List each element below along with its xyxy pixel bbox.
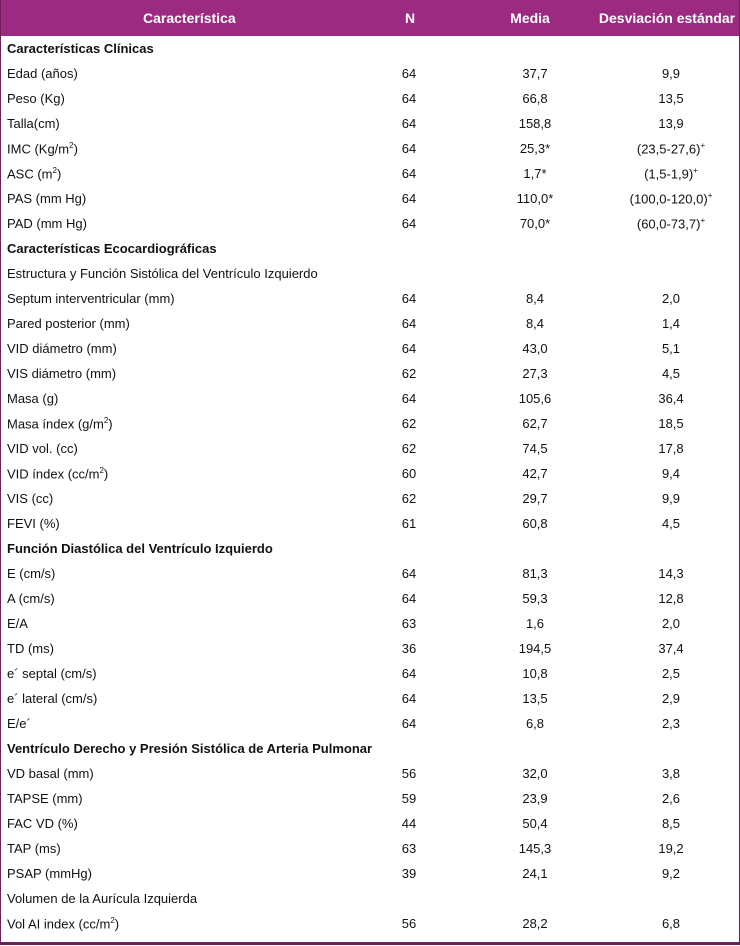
cell-sd	[597, 466, 737, 481]
row-label-text: TD (ms)	[7, 641, 54, 656]
cell-n: 56	[401, 916, 417, 931]
cell-sd-value: 12,8	[658, 591, 684, 606]
cell-n: 64	[401, 716, 417, 731]
table-row	[1, 286, 739, 311]
section-heading	[1, 536, 739, 561]
row-label-text: e´ septal (cm/s)	[7, 666, 97, 681]
row-label	[1, 441, 351, 456]
table-row	[1, 336, 739, 361]
row-label-text: VID índex (cc/m	[7, 466, 100, 482]
cell-sd-value: 6,8	[661, 916, 681, 931]
subsection-heading	[1, 886, 739, 911]
row-label	[1, 691, 351, 706]
cell-sd	[597, 441, 737, 456]
cell-media: 6,8	[525, 716, 545, 731]
cell-sd	[597, 616, 737, 631]
label-suffix: )	[56, 166, 62, 182]
row-label-text: FEVI (%)	[7, 516, 60, 531]
cell-media: 42,7	[522, 466, 548, 481]
table-row	[1, 436, 739, 461]
table-row	[1, 211, 739, 236]
row-label	[1, 766, 351, 781]
cell-sd	[597, 166, 737, 181]
row-label	[1, 641, 351, 656]
table-row	[1, 386, 739, 411]
row-label	[1, 916, 351, 931]
cell-sd-value: 36,4	[658, 391, 684, 406]
cell-sd	[597, 641, 737, 656]
cell-media: 25,3*	[519, 141, 551, 156]
cell-sd	[597, 916, 737, 931]
row-label-text: Edad (años)	[7, 66, 78, 81]
cell-n: 64	[401, 391, 417, 406]
row-label	[1, 141, 351, 156]
row-label-text: PAS (mm Hg)	[7, 191, 87, 206]
table-row	[1, 111, 739, 136]
row-label-text: A (cm/s)	[7, 591, 55, 606]
table-row	[1, 511, 739, 536]
cell-media: 110,0*	[516, 191, 554, 206]
row-label	[1, 66, 351, 81]
row-label	[1, 566, 351, 581]
row-label-text: Estructura y Función Sistólica del Ventrículo Izquierdo	[7, 266, 318, 281]
cell-sd-value: 5,1	[661, 341, 681, 356]
cell-sd	[597, 566, 737, 581]
row-label	[1, 166, 351, 181]
row-label-text: e´ lateral (cm/s)	[7, 691, 98, 706]
row-label-text: Pared posterior (mm)	[7, 316, 130, 331]
table-row	[1, 786, 739, 811]
table-row	[1, 361, 739, 386]
row-label	[1, 191, 351, 206]
cell-n: 62	[401, 366, 417, 381]
label-suffix: )	[103, 466, 109, 482]
cell-sd	[597, 416, 737, 431]
cell-media: 145,3	[518, 841, 552, 856]
row-label	[1, 891, 351, 906]
cell-sd	[597, 216, 737, 231]
table-row	[1, 861, 739, 886]
row-label	[1, 241, 351, 256]
cell-sd-value: 1,4	[661, 316, 681, 331]
row-label	[1, 616, 351, 631]
row-label-text: Ventrículo Derecho y Presión Sistólica de Arteria Pulmonar	[7, 741, 373, 756]
cell-n: 64	[401, 691, 417, 706]
cell-sd	[597, 66, 737, 81]
table-row	[1, 186, 739, 211]
cell-media: 24,1	[522, 866, 548, 881]
cell-media: 28,2	[522, 916, 548, 931]
cell-n: 64	[401, 166, 417, 181]
cell-n: 61	[401, 516, 417, 531]
label-superscript: 2	[110, 915, 115, 925]
cell-media: 13,5	[522, 691, 548, 706]
cell-media: 194,5	[518, 641, 552, 656]
cell-media: 32,0	[522, 766, 548, 781]
table-row	[1, 486, 739, 511]
row-label-text: Septum interventricular (mm)	[7, 291, 175, 306]
cell-sd	[597, 191, 737, 206]
cell-sd-value: 4,5	[661, 516, 681, 531]
label-suffix: )	[73, 141, 78, 157]
header-media: Media	[510, 10, 550, 26]
row-label	[1, 716, 351, 731]
row-label	[1, 866, 351, 881]
cell-sd-value: (100,0-120,0)	[629, 191, 708, 207]
row-label-text: TAP (ms)	[7, 841, 61, 856]
row-label-text: FAC VD (%)	[7, 816, 78, 831]
row-label-text: VIS diámetro (mm)	[7, 366, 117, 381]
cell-media: 23,9	[522, 791, 548, 806]
label-superscript: 2	[99, 465, 104, 475]
cell-media: 1,6	[525, 616, 545, 631]
row-label	[1, 391, 351, 406]
section-heading	[1, 236, 739, 261]
row-label-text: VID diámetro (mm)	[7, 341, 117, 356]
row-label	[1, 266, 351, 281]
cell-sd	[597, 791, 737, 806]
header-desviacion: Desviación estándar	[598, 10, 736, 26]
cell-media: 8,4	[525, 291, 545, 306]
row-label-text: PSAP (mmHg)	[7, 866, 92, 881]
cell-sd-value: 2,5	[661, 666, 681, 681]
table-row	[1, 461, 739, 486]
row-label	[1, 41, 351, 56]
cell-media: 66,8	[522, 91, 548, 106]
cell-sd	[597, 516, 737, 531]
row-label-text: Características Clínicas	[7, 41, 154, 56]
cell-n: 60	[401, 466, 417, 481]
row-label	[1, 491, 351, 506]
table-header	[1, 0, 739, 36]
row-label-text: Volumen de la Aurícula Izquierda	[7, 891, 198, 906]
cell-sd	[597, 716, 737, 731]
label-superscript: 2	[52, 165, 57, 175]
table-row	[1, 711, 739, 736]
cell-media: 81,3	[522, 566, 548, 581]
table-row	[1, 686, 739, 711]
bottom-rule	[1, 942, 739, 944]
row-label-text: E/e´	[7, 716, 31, 731]
row-label-text: VIS (cc)	[7, 491, 54, 506]
label-suffix: )	[108, 416, 113, 432]
cell-sd	[597, 691, 737, 706]
cell-sd-value: 37,4	[658, 641, 684, 656]
cell-media: 70,0*	[519, 216, 551, 231]
section-heading	[1, 36, 739, 61]
cell-sd-value: 2,3	[661, 716, 681, 731]
row-label	[1, 116, 351, 131]
table-row	[1, 86, 739, 111]
row-label	[1, 216, 351, 231]
cell-media: 8,4	[525, 316, 545, 331]
cell-n: 64	[401, 591, 417, 606]
row-label-text: VD basal (mm)	[7, 766, 94, 781]
row-label	[1, 291, 351, 306]
row-label-text: VID vol. (cc)	[7, 441, 78, 456]
row-label	[1, 366, 351, 381]
table-row	[1, 911, 739, 936]
table-row	[1, 636, 739, 661]
header-caracteristica: Característica	[143, 10, 236, 26]
table-row	[1, 586, 739, 611]
cell-n: 36	[401, 641, 417, 656]
cell-sd-value: 18,5	[658, 416, 684, 431]
cell-n: 64	[401, 341, 417, 356]
cell-sd	[597, 841, 737, 856]
cell-n: 64	[401, 291, 417, 306]
label-suffix: )	[114, 916, 120, 932]
cell-sd	[597, 316, 737, 331]
cell-sd-value: 14,3	[658, 566, 684, 581]
cell-sd	[597, 766, 737, 781]
sd-superscript: +	[707, 190, 713, 200]
cell-n: 64	[401, 216, 417, 231]
row-label-text: IMC (Kg/m	[7, 141, 70, 157]
cell-sd	[597, 91, 737, 106]
cell-sd-value: 4,5	[661, 366, 681, 381]
cell-n: 63	[401, 616, 417, 631]
sd-superscript: +	[700, 140, 706, 150]
cell-sd	[597, 591, 737, 606]
cell-sd-value: 9,4	[661, 466, 681, 481]
row-label-text: Vol AI index (cc/m	[7, 916, 111, 932]
label-superscript: 2	[103, 415, 109, 425]
table-row	[1, 161, 739, 186]
row-label-text: E/A	[7, 616, 28, 631]
cell-n: 64	[401, 666, 417, 681]
cell-media: 37,7	[522, 66, 548, 81]
cell-sd-value: 13,9	[658, 116, 684, 131]
cell-sd	[597, 341, 737, 356]
cell-n: 56	[401, 766, 417, 781]
cell-sd-value: 9,9	[661, 66, 681, 81]
cell-n: 59	[401, 791, 417, 806]
row-label-text: E (cm/s)	[7, 566, 56, 581]
subsection-heading	[1, 261, 739, 286]
cell-n: 64	[401, 116, 417, 131]
row-label	[1, 591, 351, 606]
row-label-text: ASC (m	[7, 166, 53, 182]
cell-media: 158,8	[518, 116, 552, 131]
cell-n: 64	[401, 66, 417, 81]
row-label	[1, 466, 351, 481]
cell-media: 50,4	[522, 816, 548, 831]
cell-sd-value: 3,8	[661, 766, 681, 781]
row-label	[1, 816, 351, 831]
row-label	[1, 91, 351, 106]
row-label-text: Peso (Kg)	[7, 91, 65, 106]
cell-n: 62	[401, 491, 417, 506]
cell-sd-value: 2,0	[661, 291, 681, 306]
cell-sd-value: 17,8	[658, 441, 684, 456]
row-label-text: PAD (mm Hg)	[7, 216, 87, 231]
cell-n: 39	[401, 866, 417, 881]
cell-sd	[597, 391, 737, 406]
table-body	[1, 36, 739, 936]
cell-sd	[597, 491, 737, 506]
table-row	[1, 661, 739, 686]
cell-media: 74,5	[522, 441, 548, 456]
row-label	[1, 666, 351, 681]
cell-sd-value: 2,6	[661, 791, 681, 806]
cell-sd	[597, 866, 737, 881]
cell-n: 64	[401, 316, 417, 331]
row-label	[1, 791, 351, 806]
cell-n: 44	[401, 816, 417, 831]
cell-n: 62	[401, 416, 417, 431]
cell-media: 105,6	[518, 391, 552, 406]
cell-media: 29,7	[522, 491, 548, 506]
sd-superscript: +	[700, 215, 706, 225]
row-label	[1, 341, 351, 356]
row-label-text: Masa (g)	[7, 391, 59, 406]
cell-sd	[597, 291, 737, 306]
cell-sd-value: 2,0	[661, 616, 681, 631]
row-label-text: Características Ecocardiográficas	[7, 241, 217, 256]
row-label-text: Masa índex (g/m	[7, 416, 104, 432]
cell-n: 64	[401, 141, 417, 156]
cell-n: 64	[401, 91, 417, 106]
cell-sd-value: 2,9	[661, 691, 681, 706]
table-row	[1, 811, 739, 836]
cell-sd-value: 8,5	[661, 816, 681, 831]
cell-n: 64	[401, 191, 417, 206]
row-label	[1, 416, 351, 431]
cell-n: 63	[401, 841, 417, 856]
cell-sd	[597, 366, 737, 381]
cell-media: 43,0	[522, 341, 548, 356]
cell-sd-value: (23,5-27,6)	[636, 141, 701, 157]
cell-n: 64	[401, 566, 417, 581]
cell-sd-value: 13,5	[658, 91, 684, 106]
cell-sd	[597, 141, 737, 156]
cell-sd-value: (1,5-1,9)	[644, 166, 694, 182]
cell-sd-value: 9,2	[661, 866, 681, 881]
cell-media: 59,3	[522, 591, 548, 606]
sd-superscript: +	[693, 165, 698, 175]
cell-sd-value: 19,2	[658, 841, 684, 856]
table-row	[1, 761, 739, 786]
row-label	[1, 316, 351, 331]
row-label	[1, 741, 373, 756]
row-label-text: Función Diastólica del Ventrículo Izquierdo	[7, 541, 273, 556]
cell-media: 10,8	[522, 666, 548, 681]
cell-sd	[597, 116, 737, 131]
table-row	[1, 836, 739, 861]
cell-media: 1,7*	[523, 166, 547, 181]
table-row	[1, 411, 739, 436]
cell-media: 27,3	[522, 366, 548, 381]
row-label-text: TAPSE (mm)	[7, 791, 83, 806]
header-n: N	[404, 10, 416, 26]
cell-sd-value: (60,0-73,7)	[636, 216, 701, 232]
cell-n: 62	[401, 441, 417, 456]
table-row	[1, 561, 739, 586]
table-row	[1, 61, 739, 86]
cell-media: 62,7	[522, 416, 548, 431]
row-label	[1, 841, 351, 856]
table-row	[1, 136, 739, 161]
label-superscript: 2	[69, 140, 74, 150]
cell-sd	[597, 666, 737, 681]
table-row	[1, 611, 739, 636]
cell-sd	[597, 816, 737, 831]
section-heading	[1, 736, 739, 761]
row-label-text: Talla(cm)	[7, 116, 60, 131]
row-label	[1, 516, 351, 531]
table-row	[1, 311, 739, 336]
cell-media: 60,8	[522, 516, 548, 531]
cell-sd-value: 9,9	[661, 491, 681, 506]
row-label	[1, 541, 351, 556]
